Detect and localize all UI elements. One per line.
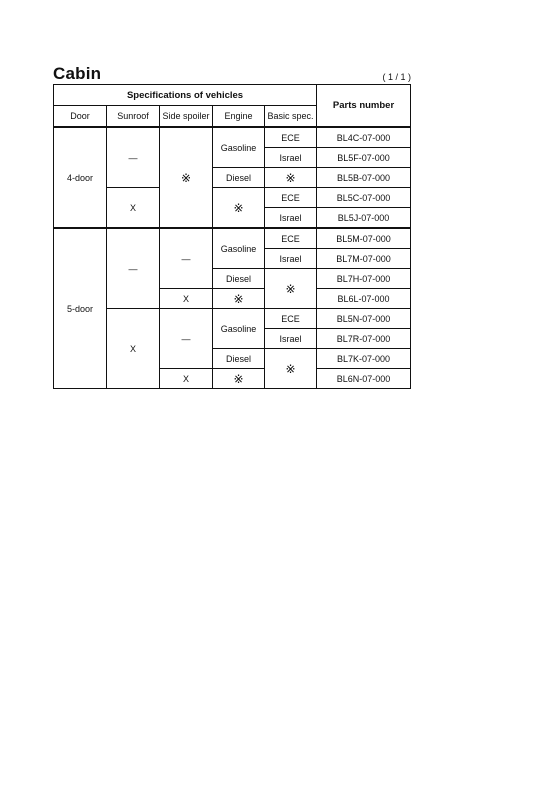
parts-number-cell: BL5F-07-000: [317, 148, 411, 168]
col-sunroof: Sunroof: [107, 106, 160, 128]
basic-spec-cell: Israel: [265, 329, 317, 349]
spec-table: [53, 84, 411, 389]
basic-spec-cell: ※: [265, 349, 317, 389]
engine-cell: ※: [213, 289, 265, 309]
side-spoiler-cell: X: [160, 289, 213, 309]
sunroof-cell: —: [107, 127, 160, 188]
parts-number-cell: BL6N-07-000: [317, 369, 411, 389]
parts-number-cell: BL7K-07-000: [317, 349, 411, 369]
engine-cell: Gasoline: [213, 309, 265, 349]
page-title: Cabin: [53, 64, 102, 83]
basic-spec-cell: ECE: [265, 127, 317, 148]
parts-number-cell: BL7H-07-000: [317, 269, 411, 289]
side-spoiler-cell: —: [160, 228, 213, 289]
basic-spec-cell: ECE: [265, 228, 317, 249]
engine-cell: Gasoline: [213, 127, 265, 168]
door-cell: 5-door: [54, 228, 107, 389]
parts-number-cell: BL4C-07-000: [317, 127, 411, 148]
parts-number-cell: BL5N-07-000: [317, 309, 411, 329]
engine-cell: Gasoline: [213, 228, 265, 269]
engine-cell: ※: [213, 188, 265, 229]
col-side-spoiler: Side spoiler: [160, 106, 213, 128]
col-basic-spec: Basic spec.: [265, 106, 317, 128]
sunroof-cell: X: [107, 188, 160, 229]
spec-header: Specifications of vehicles: [54, 85, 317, 106]
parts-number-cell: BL5M-07-000: [317, 228, 411, 249]
side-spoiler-cell: X: [160, 369, 213, 389]
parts-number-cell: BL6L-07-000: [317, 289, 411, 309]
sunroof-cell: —: [107, 228, 160, 309]
basic-spec-cell: Israel: [265, 148, 317, 168]
basic-spec-cell: ※: [265, 168, 317, 188]
basic-spec-cell: Israel: [265, 208, 317, 229]
door-cell: 4-door: [54, 127, 107, 228]
engine-cell: Diesel: [213, 349, 265, 369]
engine-cell: Diesel: [213, 168, 265, 188]
basic-spec-cell: ECE: [265, 188, 317, 208]
basic-spec-cell: Israel: [265, 249, 317, 269]
side-spoiler-cell: ※: [160, 127, 213, 228]
parts-number-cell: BL7M-07-000: [317, 249, 411, 269]
sunroof-cell: X: [107, 309, 160, 389]
basic-spec-cell: ※: [265, 269, 317, 309]
parts-number-cell: BL5B-07-000: [317, 168, 411, 188]
side-spoiler-cell: —: [160, 309, 213, 369]
basic-spec-cell: ECE: [265, 309, 317, 329]
parts-number-cell: BL7R-07-000: [317, 329, 411, 349]
engine-cell: ※: [213, 369, 265, 389]
engine-cell: Diesel: [213, 269, 265, 289]
parts-header: Parts number: [317, 85, 411, 128]
parts-number-cell: BL5C-07-000: [317, 188, 411, 208]
parts-number-cell: BL5J-07-000: [317, 208, 411, 229]
page-number: ( 1 / 1 ): [382, 72, 411, 82]
col-door: Door: [54, 106, 107, 128]
col-engine: Engine: [213, 106, 265, 128]
